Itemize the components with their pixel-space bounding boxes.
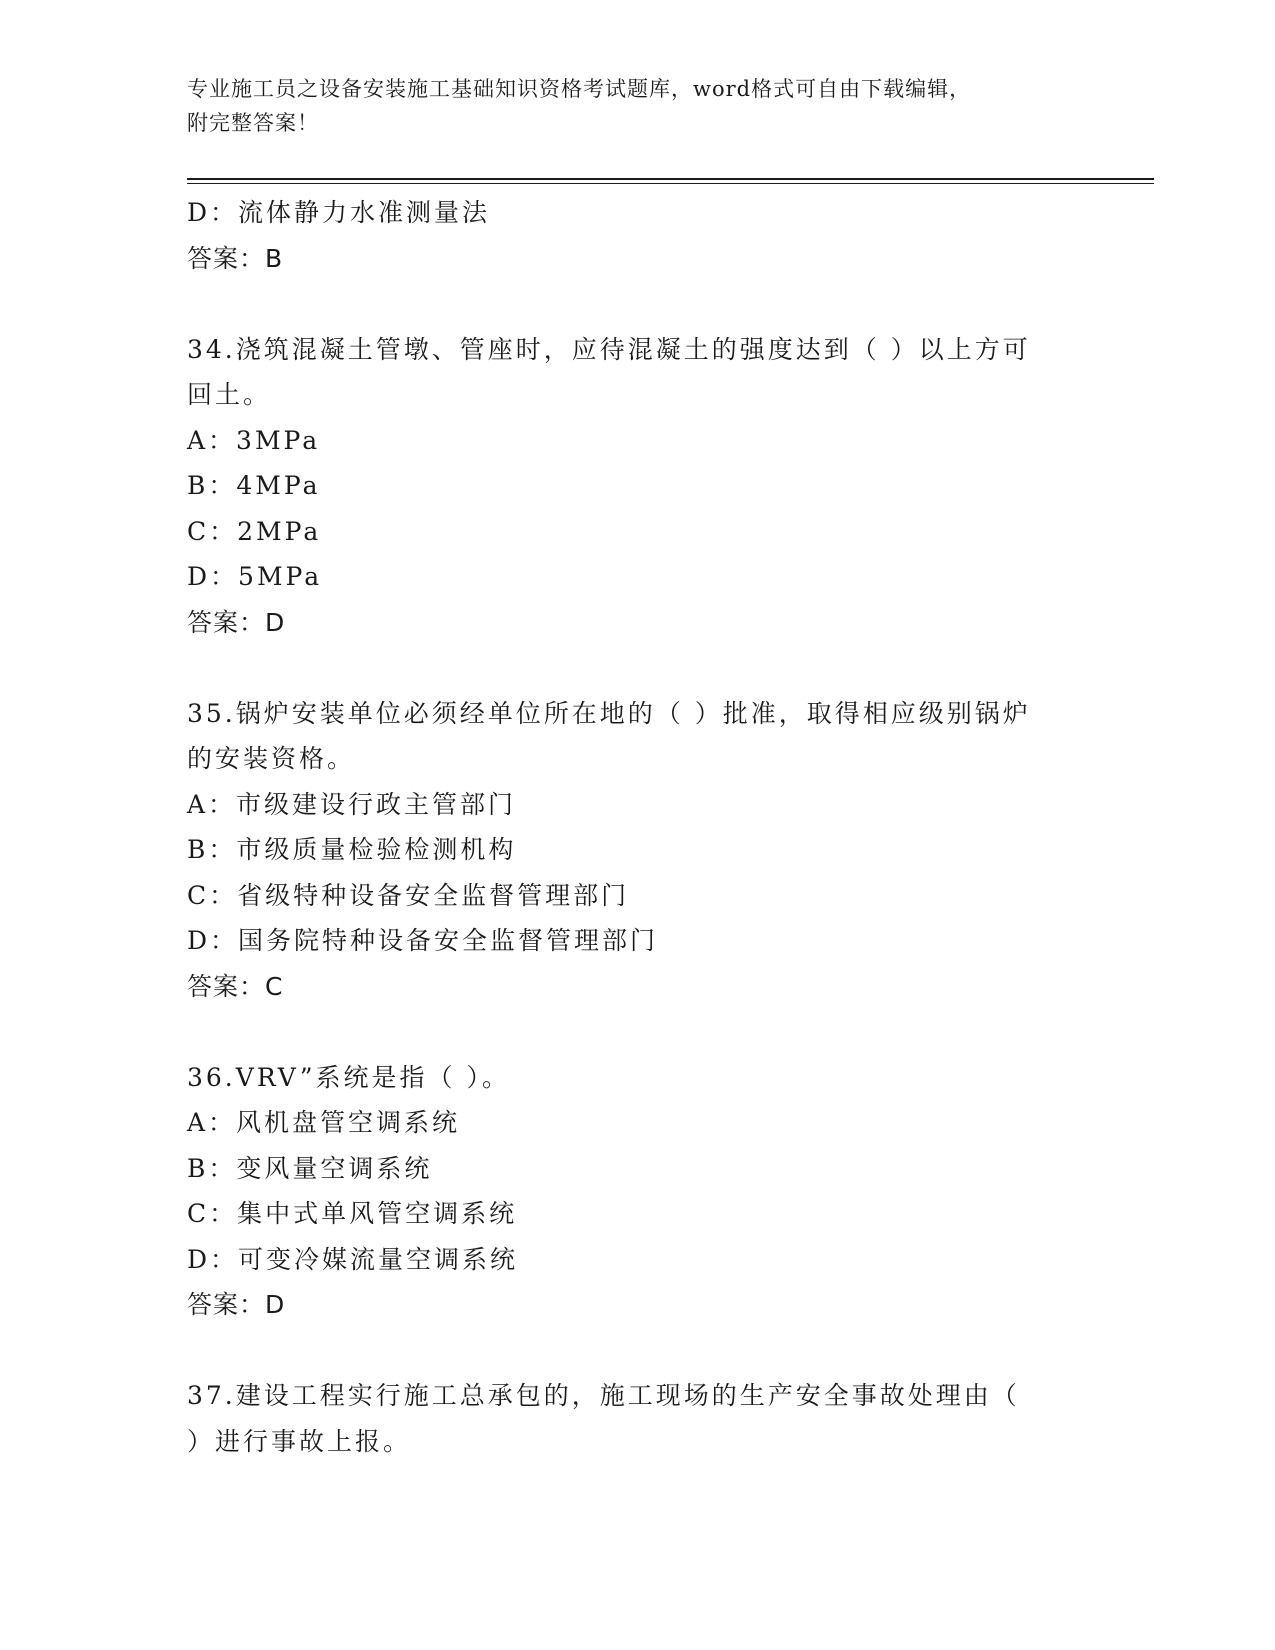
header-rule-thick bbox=[187, 178, 1154, 180]
question-stem-cont: 的安装资格。 bbox=[187, 744, 356, 773]
option-b: B：4MPa bbox=[187, 471, 321, 500]
option-a: A：3MPa bbox=[187, 425, 321, 455]
option-d: D：国务院特种设备安全监督管理部门 bbox=[187, 926, 659, 955]
option-c: C：集中式单风管空调系统 bbox=[187, 1199, 518, 1228]
option-d: D：流体静力水准测量法 bbox=[187, 198, 491, 227]
spacer bbox=[187, 645, 1067, 691]
answer-line: 答案：B bbox=[187, 243, 284, 273]
option-d: D：可变冷媒流量空调系统 bbox=[187, 1244, 519, 1274]
question-stem: 34.浇筑混凝土管墩、管座时，应待混凝土的强度达到（ ）以上方可 bbox=[187, 334, 1031, 364]
option-b: B：市级质量检验检测机构 bbox=[187, 835, 517, 864]
answer-line: 答案：C bbox=[187, 971, 284, 1001]
question-35 bbox=[187, 691, 1067, 1010]
spacer bbox=[187, 1009, 1067, 1055]
option-a: A：市级建设行政主管部门 bbox=[187, 789, 517, 819]
option-c: C：2MPa bbox=[187, 516, 322, 546]
spacer bbox=[187, 281, 1067, 327]
header-line-1: 专业施工员之设备安装施工基础知识资格考试题库，word格式可自由下载编辑， bbox=[187, 77, 972, 101]
question-stem: 35.锅炉安装单位必须经单位所在地的（ ）批准，取得相应级别锅炉 bbox=[187, 698, 1031, 728]
spacer bbox=[187, 1328, 1067, 1374]
question-34 bbox=[187, 327, 1067, 646]
question-stem-cont: ）进行事故上报。 bbox=[187, 1426, 412, 1456]
question-stem-cont: 回土。 bbox=[187, 380, 272, 409]
option-d: D：5MPa bbox=[187, 562, 323, 591]
option-c: C：省级特种设备安全监督管理部门 bbox=[187, 880, 630, 910]
answer-line: 答案：D bbox=[187, 607, 286, 637]
option-b: B：变风量空调系统 bbox=[187, 1153, 433, 1183]
question-37 bbox=[187, 1373, 1067, 1464]
document-header bbox=[187, 72, 1067, 140]
question-36 bbox=[187, 1055, 1067, 1328]
header-rule-thin bbox=[187, 183, 1154, 184]
option-a: A：风机盘管空调系统 bbox=[187, 1108, 461, 1137]
answer-line: 答案：D bbox=[187, 1290, 286, 1319]
question-stem: 37.建设工程实行施工总承包的，施工现场的生产安全事故处理由（ bbox=[187, 1381, 1020, 1410]
question-stem: 36.VRV”系统是指（ ）。 bbox=[187, 1062, 510, 1092]
question-list bbox=[187, 190, 1067, 1464]
header-line-2: 附完整答案！ bbox=[187, 111, 319, 135]
